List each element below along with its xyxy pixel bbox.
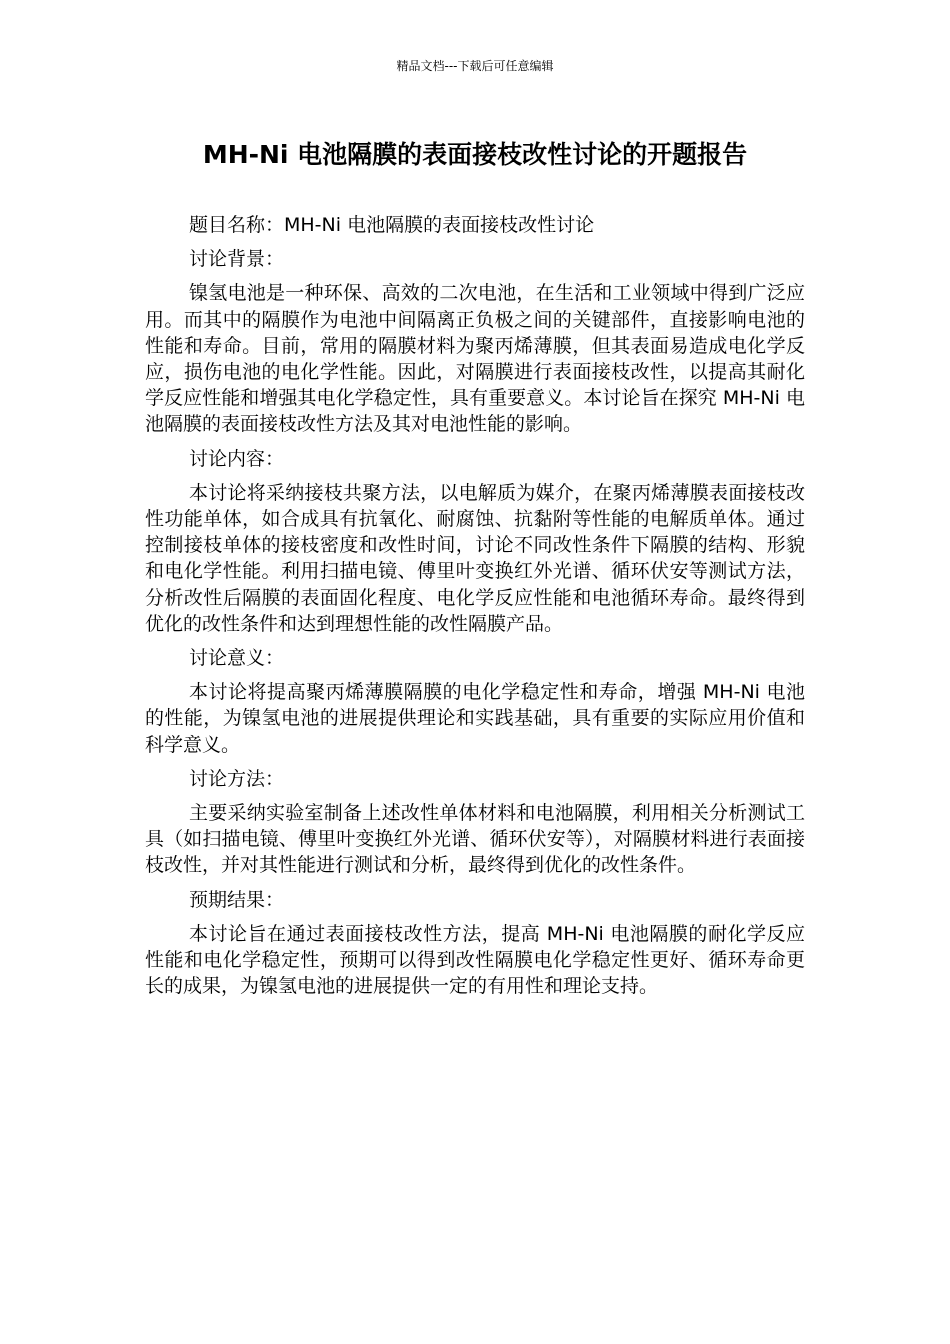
section-body-content: 本讨论将采纳接枝共聚方法，以电解质为媒介，在聚丙烯薄膜表面接枝改性功能单体，如合成具有抗氧化、耐腐蚀、抗黏附等性能的电解质单体。通过控制接枝单体的接枝密度和改性时间，讨论不同改性条件下隔膜的结构、形貌和电化学性能。利用扫描电镜、傅里叶变换红外光谱、循环伏安等测试方法，分析改性后隔膜的表面固化程度、电化学反应性能和电池循环寿命。最终得到优化的改性条件和达到理想性能的改性隔膜产品。 xyxy=(145,481,805,635)
section-body-background: 镍氢电池是一种环保、高效的二次电池，在生活和工业领域中得到广泛应用。而其中的隔膜作为电池中间隔离正负极之间的关键部件，直接影响电池的性能和寿命。目前，常用的隔膜材料为聚丙烯薄膜，但其表面易造成电化学反应，损伤电池的电化学性能。因此，对隔膜进行表面接枝改性，以提高其耐化学反应性能和增强其电化学稳定性，具有重要意义。本讨论旨在探究 MH-Ni 电池隔膜的表面接枝改性方法及其对电池性能的影响。 xyxy=(145,282,805,436)
section-heading-expected-results: 预期结果： xyxy=(189,888,285,911)
section-heading-content: 讨论内容： xyxy=(189,447,285,470)
header-note: 精品文档---下载后可任意编辑 xyxy=(396,59,554,73)
topic-line: 题目名称：MH-Ni 电池隔膜的表面接枝改性讨论 xyxy=(189,214,595,236)
section-heading-background: 讨论背景： xyxy=(189,248,285,271)
section-heading-method: 讨论方法： xyxy=(189,767,285,790)
section-body-significance: 本讨论将提高聚丙烯薄膜隔膜的电化学稳定性和寿命，增强 MH-Ni 电池的性能，为镍氢电池的进展提供理论和实践基础，具有重要的实际应用价值和科学意义。 xyxy=(145,681,805,756)
document-title: MH-Ni 电池隔膜的表面接枝改性讨论的开题报告 xyxy=(202,140,748,169)
section-heading-significance: 讨论意义： xyxy=(189,647,285,670)
document-body xyxy=(145,212,805,1005)
section-body-method: 主要采纳实验室制备上述改性单体材料和电池隔膜，利用相关分析测试工具（如扫描电镜、傅里叶变换红外光谱、循环伏安等），对隔膜材料进行表面接枝改性，并对其性能进行测试和分析，最终得到优化的改性条件。 xyxy=(145,802,805,877)
section-body-expected-results: 本讨论旨在通过表面接枝改性方法，提高 MH-Ni 电池隔膜的耐化学反应性能和电化学稳定性，预期可以得到改性隔膜电化学稳定性更好、循环寿命更长的成果，为镍氢电池的进展提供一定的有用性和理论支持。 xyxy=(145,922,805,998)
